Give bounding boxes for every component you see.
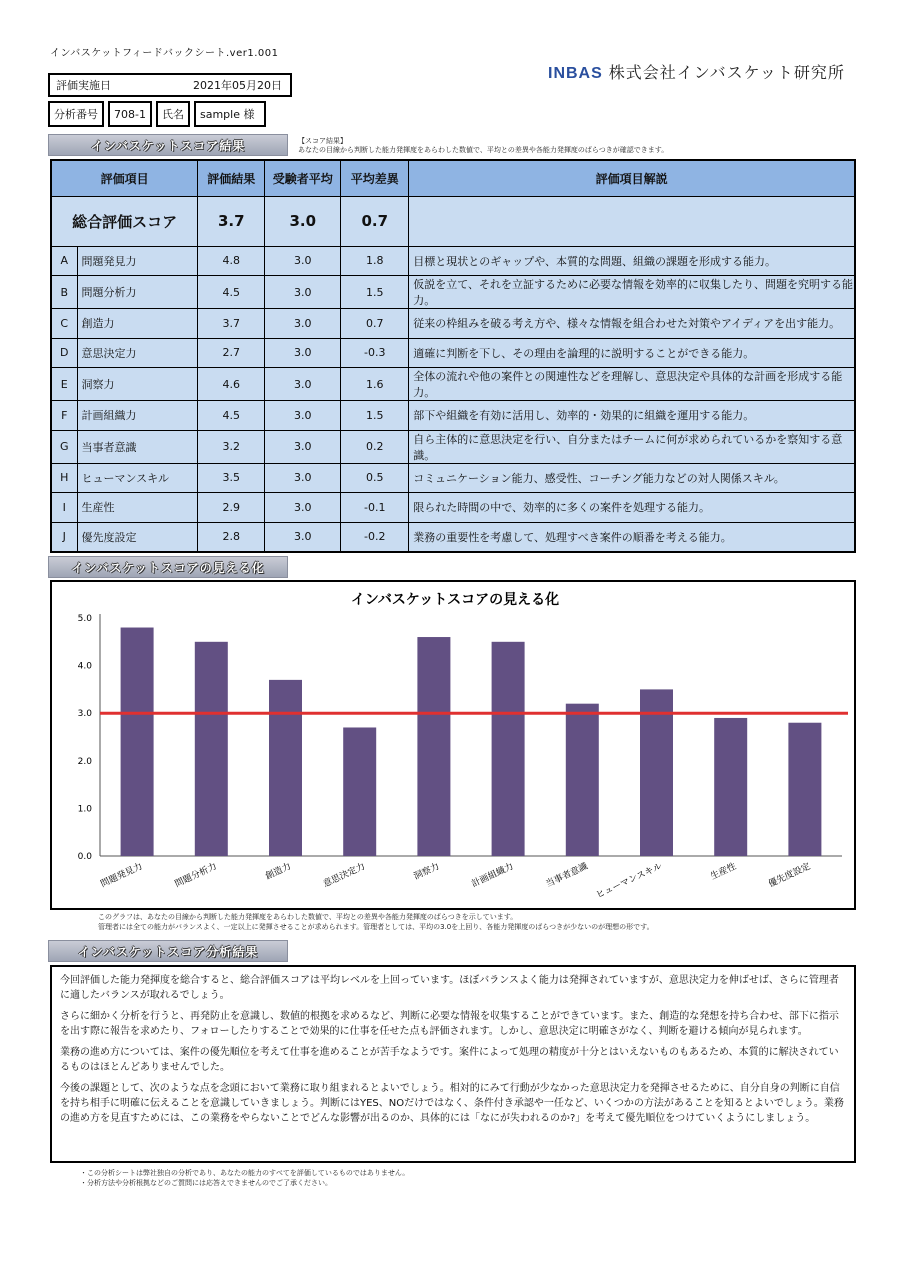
item-name: 洞察力	[77, 368, 198, 401]
item-description: 適確に判断を下し、その理由を論理的に説明することができる能力。	[409, 338, 855, 368]
brand-logo: INBAS	[548, 65, 603, 82]
score-chart	[50, 580, 856, 910]
y-tick-label: 1.0	[77, 804, 92, 815]
item-score: 2.9	[198, 493, 265, 523]
evaluation-date-box	[48, 73, 292, 97]
y-tick-label: 5.0	[77, 614, 92, 624]
item-difference: -0.3	[341, 338, 409, 368]
item-code: I	[51, 493, 77, 523]
section-analysis-title: インバスケットスコア分析結果	[48, 940, 288, 962]
item-average: 3.0	[265, 368, 341, 401]
item-average: 3.0	[265, 276, 341, 309]
analysis-paragraph: 今後の課題として、次のような点を念頭において業務に取り組まれるとよいでしょう。相対的にみて行動が少なかった意思決定力を発揮させるために、自分自身の判断に自信を持ち相手に明確に伝えることを意識していきましょう。判断にはYES、NOだけではなく、条件付き承認や一任など、いくつかの方法があることを知るとよいでしょう。業務の進め方を見直すためには、この業務をやらないことでどんな影響が出るのか、具体的には「なにが失われるのか?」を考えて優先順位をつけていくようにしましょう。	[60, 1083, 844, 1124]
analysis-paragraph: 今回評価した能力発揮度を総合すると、総合評価スコアは平均レベルを上回っています。ほぼバランスよく能力は発揮されていますが、意思決定力を伸ばせば、さらに管理者に適したバランスが取れるでしょう。	[60, 975, 839, 1001]
table-row	[51, 401, 855, 431]
x-tick-label: 生産性	[709, 861, 738, 883]
item-description: 仮説を立て、それを立証するために必要な情報を効率的に収集したり、問題を究明する能力。	[409, 276, 855, 309]
analysis-paragraph: さらに細かく分析を行うと、再発防止を意識し、数値的根拠を求めるなど、判断に必要な情報を収集することができています。また、創造的な発想を持ち合わせ、部下に指示を出す際に報告を求めたり、フォローしたりすることで効果的に仕事を任せた点も評価されます。しかし、意思決定に明確さがなく、判断を避ける傾向が見られます。	[60, 1011, 839, 1037]
y-tick-label: 0.0	[77, 852, 92, 862]
chart-bar	[269, 680, 302, 856]
analysis-text-box	[50, 965, 856, 1163]
item-description: 部下や組織を有効に活用し、効率的・効果的に組織を運用する能力。	[409, 401, 855, 431]
item-average: 3.0	[265, 338, 341, 368]
total-score-value: 3.7	[198, 196, 265, 246]
item-average: 3.0	[265, 309, 341, 339]
chart-bar	[121, 628, 154, 856]
item-score: 3.7	[198, 309, 265, 339]
item-difference: -0.2	[341, 522, 409, 552]
x-tick-label: 意思決定力	[321, 861, 367, 890]
footnote: ・この分析シートは弊社独自の分析であり、あなたの能力のすべてを評価しているものではありません。	[80, 1169, 410, 1177]
table-row	[51, 338, 855, 368]
evaluation-date-value: 2021年05月20日	[193, 79, 282, 92]
item-code: J	[51, 522, 77, 552]
item-score: 2.7	[198, 338, 265, 368]
item-average: 3.0	[265, 401, 341, 431]
y-tick-label: 3.0	[77, 709, 92, 720]
section-score-title: インバスケットスコア結果	[48, 134, 288, 156]
table-row	[51, 430, 855, 463]
analysis-paragraph: 業務の進め方については、案件の優先順位を考えて仕事を進めることが苦手なようです。案件によって処理の精度が十分とはいえないものもあるため、本質的に解決されているものはほとんどありませんでした。	[60, 1047, 839, 1073]
header-score: 評価結果	[198, 160, 265, 196]
total-average-value: 3.0	[265, 196, 341, 246]
item-description: 従来の枠組みを破る考え方や、様々な情報を組合わせた対策やアイディアを出す能力。	[409, 309, 855, 339]
chart-bar	[566, 704, 599, 856]
company-name: 株式会社インバスケット研究所	[608, 63, 845, 82]
chart-bar	[195, 642, 228, 856]
chart-bar	[714, 718, 747, 856]
chart-note-line: このグラフは、あなたの目線から判断した能力発揮度をあらわした数値で、平均との差異や各能力発揮度のばらつきを示しています。	[98, 913, 518, 921]
score-note-title: 【スコア結果】	[298, 137, 347, 145]
name-value: sample 様	[194, 101, 266, 127]
y-tick-label: 4.0	[77, 661, 92, 672]
analysis-id-value: 708-1	[108, 101, 152, 127]
total-score-label: 総合評価スコア	[51, 196, 198, 246]
item-difference: 1.5	[341, 276, 409, 309]
item-code: C	[51, 309, 77, 339]
table-row	[51, 246, 855, 276]
item-code: E	[51, 368, 77, 401]
chart-bar	[492, 642, 525, 856]
x-tick-label: 創造力	[264, 861, 293, 883]
id-name-row	[48, 101, 266, 127]
total-description	[409, 196, 855, 246]
table-row	[51, 368, 855, 401]
item-description: コミュニケーション能力、感受性、コーチング能力などの対人関係スキル。	[409, 463, 855, 493]
item-difference: 0.2	[341, 430, 409, 463]
x-tick-label: 洞察力	[412, 861, 442, 883]
table-row	[51, 493, 855, 523]
item-name: 問題分析力	[77, 276, 198, 309]
chart-bar	[343, 727, 376, 856]
item-difference: 1.5	[341, 401, 409, 431]
item-difference: -0.1	[341, 493, 409, 523]
item-score: 2.8	[198, 522, 265, 552]
score-table	[50, 159, 856, 553]
x-tick-label: 優先度設定	[767, 861, 813, 890]
item-description: 全体の流れや他の案件との関連性などを理解し、意思決定や具体的な計画を形成する能力。	[409, 368, 855, 401]
table-row	[51, 522, 855, 552]
item-score: 4.5	[198, 276, 265, 309]
x-tick-label: 計画組織力	[470, 861, 516, 890]
name-label: 氏名	[156, 101, 190, 127]
item-score: 3.2	[198, 430, 265, 463]
x-tick-label: 当事者意識	[544, 861, 590, 890]
header-difference: 平均差異	[341, 160, 409, 196]
item-average: 3.0	[265, 430, 341, 463]
item-name: 当事者意識	[77, 430, 198, 463]
item-description: 目標と現状とのギャップや、本質的な問題、組織の課題を形成する能力。	[409, 246, 855, 276]
item-code: H	[51, 463, 77, 493]
item-difference: 1.8	[341, 246, 409, 276]
item-code: A	[51, 246, 77, 276]
evaluation-date-label: 評価実施日	[56, 79, 111, 92]
document-title: インバスケットフィードバックシート.ver1.001	[50, 48, 279, 59]
item-code: B	[51, 276, 77, 309]
total-score-row	[51, 196, 855, 246]
analysis-id-label: 分析番号	[48, 101, 104, 127]
score-note	[298, 137, 668, 155]
item-score: 4.8	[198, 246, 265, 276]
y-tick-label: 2.0	[77, 756, 92, 767]
item-description: 業務の重要性を考慮して、処理すべき案件の順番を考える能力。	[409, 522, 855, 552]
item-name: 意思決定力	[77, 338, 198, 368]
item-rows	[51, 246, 855, 552]
item-difference: 1.6	[341, 368, 409, 401]
header-average: 受験者平均	[265, 160, 341, 196]
item-average: 3.0	[265, 246, 341, 276]
header-item: 評価項目	[51, 160, 198, 196]
item-average: 3.0	[265, 463, 341, 493]
item-score: 4.5	[198, 401, 265, 431]
item-average: 3.0	[265, 493, 341, 523]
item-average: 3.0	[265, 522, 341, 552]
score-note-body: あなたの目線から判断した能力発揮度をあらわした数値で、平均との差異や各能力発揮度のばらつきが確認できます。	[298, 146, 669, 154]
item-code: G	[51, 430, 77, 463]
item-difference: 0.7	[341, 309, 409, 339]
item-description: 自ら主体的に意思決定を行い、自分またはチームに何が求められているかを察知する意識。	[409, 430, 855, 463]
item-score: 3.5	[198, 463, 265, 493]
table-row	[51, 309, 855, 339]
footnote: ・分析方法や分析根拠などのご質問には応答えできませんのでご了承ください。	[80, 1179, 332, 1187]
item-difference: 0.5	[341, 463, 409, 493]
chart-bar	[417, 637, 450, 856]
table-row	[51, 463, 855, 493]
item-name: 生産性	[77, 493, 198, 523]
brand	[548, 60, 845, 83]
chart-note-line: 管理者には全ての能力がバランスよく、一定以上に発揮させることが求められます。管理者としては、平均の3.0を上回り、各能力発揮度のばらつきが少ないのが理想の形です。	[98, 923, 654, 931]
item-name: ヒューマンスキル	[77, 463, 198, 493]
x-tick-label: 問題発見力	[99, 861, 145, 890]
score-chart-svg	[52, 582, 858, 912]
chart-note	[98, 912, 654, 932]
header-description: 評価項目解説	[409, 160, 855, 196]
item-name: 優先度設定	[77, 522, 198, 552]
item-score: 4.6	[198, 368, 265, 401]
chart-bar	[788, 723, 821, 856]
item-name: 問題発見力	[77, 246, 198, 276]
total-difference-value: 0.7	[341, 196, 409, 246]
item-name: 計画組織力	[77, 401, 198, 431]
chart-title: インバスケットスコアの見える化	[350, 592, 560, 608]
x-tick-label: 問題分析力	[173, 861, 219, 890]
footnotes	[80, 1168, 409, 1188]
score-table-header	[51, 160, 855, 196]
item-code: F	[51, 401, 77, 431]
item-description: 限られた時間の中で、効率的に多くの案件を処理する能力。	[409, 493, 855, 523]
x-tick-label: ヒューマンスキル	[594, 861, 664, 901]
table-row	[51, 276, 855, 309]
item-name: 創造力	[77, 309, 198, 339]
section-chart-title: インバスケットスコアの見える化	[48, 556, 288, 578]
item-code: D	[51, 338, 77, 368]
